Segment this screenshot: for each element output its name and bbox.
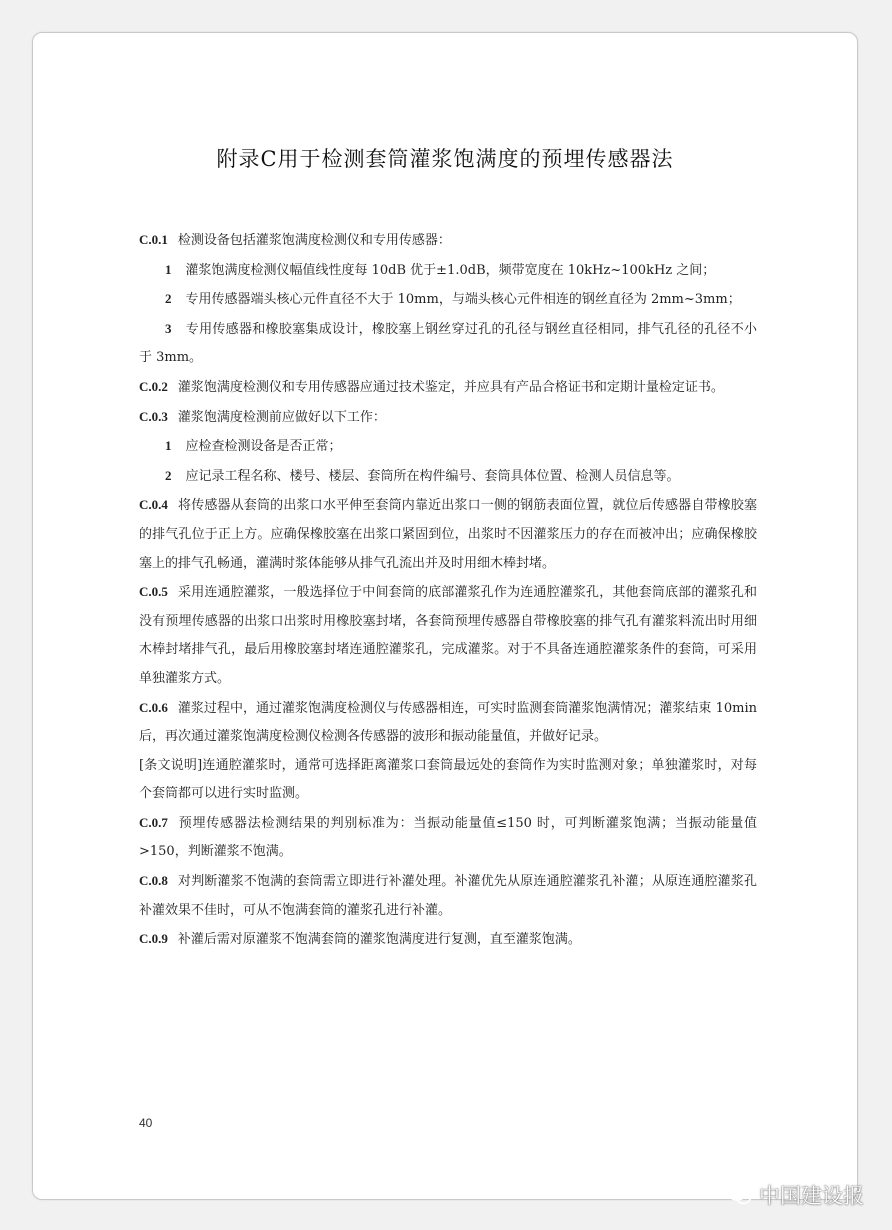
paragraph-text: [条文说明]连通腔灌浆时，通常可选择距离灌浆口套筒最远处的套筒作为实时监测对象；单独灌浆时，对每个套筒都可以进行实时监测。 [139, 757, 757, 802]
page-number: 40 [139, 1116, 153, 1130]
paragraph-text: 将传感器从套筒的出浆口水平伸至套筒内靠近出浆口一侧的钢筋表面位置，就位后传感器自带橡胶塞的排气孔位于正上方。应确保橡胶塞在出浆口紧固到位，出浆时不因灌浆压力的存在而被冲出；应确保橡胶塞上的排气孔畅通，灌满时浆体能够从排气孔流出并及时用细木棒封堵。 [139, 498, 757, 571]
paragraph-text: 专用传感器端头核心元件直径不大于 10mm，与端头核心元件相连的钢丝直径为 2mm~3mm； [185, 292, 741, 308]
paragraph-text: 对判断灌浆不饱满的套筒需立即进行补灌处理。补灌优先从原连通腔灌浆孔补灌；从原连通腔灌浆孔补灌效果不佳时，可从不饱满套筒的灌浆孔进行补灌。 [139, 874, 757, 918]
clause-paragraph [139, 694, 757, 752]
clause-number: C.0.6 [139, 699, 168, 715]
clause-number: C.0.3 [139, 408, 168, 424]
item-number: 3 [165, 320, 172, 336]
watermark-text: 中国建设报 [759, 1184, 864, 1208]
clause-number: C.0.8 [139, 873, 168, 889]
list-item [139, 256, 757, 286]
clause-paragraph [139, 925, 757, 955]
clause-paragraph [139, 373, 757, 403]
clause-number: C.0.4 [139, 497, 168, 513]
wechat-icon [727, 1184, 753, 1206]
clause-number: C.0.2 [139, 378, 168, 394]
list-item [139, 432, 757, 462]
paragraph-text: 采用连通腔灌浆，一般选择位于中间套筒的底部灌浆孔作为连通腔灌浆孔，其他套筒底部的灌浆孔和没有预埋传感器的出浆口出浆时用橡胶塞封堵，各套筒预埋传感器自带橡胶塞的排气孔有灌浆料流出时用细木棒封堵排气孔，最后用橡胶塞封堵连通腔灌浆孔，完成灌浆。对于不具备连通腔灌浆条件的套筒，可采用单独灌浆方式。 [139, 585, 757, 686]
note-paragraph [139, 752, 757, 809]
paragraph-text: 灌浆过程中，通过灌浆饱满度检测仪与传感器相连，可实时监测套筒灌浆饱满情况；灌浆结束 10min 后，再次通过灌浆饱满度检测仪检测各传感器的波形和振动能量值，并做好记录。 [139, 700, 757, 745]
paragraph-text: 灌浆饱满度检测前应做好以下工作： [177, 409, 386, 425]
clause-paragraph [139, 809, 757, 867]
paragraph-text: 应检查检测设备是否正常； [185, 439, 342, 455]
paragraph-text: 应记录工程名称、楼号、楼层、套筒所在构件编号、套筒具体位置、检测人员信息等。 [185, 468, 680, 484]
document-page [32, 32, 858, 1200]
page-title: 附录C用于检测套筒灌浆饱满度的预埋传感器法 [216, 147, 674, 171]
list-item [139, 285, 757, 315]
paragraph-text: 灌浆饱满度检测仪幅值线性度每 10dB 优于±1.0dB，频带宽度在 10kHz~100kHz 之间； [185, 262, 716, 278]
clause-number: C.0.7 [139, 814, 168, 830]
paragraph-text: 补灌后需对原灌浆不饱满套筒的灌浆饱满度进行复测，直至灌浆饱满。 [177, 932, 581, 948]
clause-paragraph [139, 403, 757, 433]
document-body [139, 226, 757, 955]
watermark [727, 1180, 864, 1210]
clause-paragraph [139, 491, 757, 578]
item-number: 1 [165, 438, 172, 454]
paragraph-text: 灌浆饱满度检测仪和专用传感器应通过技术鉴定，并应具有产品合格证书和定期计量检定证书。 [177, 379, 724, 395]
clause-number: C.0.1 [139, 232, 168, 247]
paragraph-text: 检测设备包括灌浆饱满度检测仪和专用传感器： [177, 233, 451, 248]
clause-paragraph [139, 578, 757, 693]
item-number: 2 [165, 291, 172, 307]
item-number: 1 [165, 261, 172, 277]
paragraph-text: 预埋传感器法检测结果的判别标准为：当振动能量值≤150 时，可判断灌浆饱满；当振动能量值>150，判断灌浆不饱满。 [139, 815, 757, 860]
clause-paragraph [139, 226, 757, 256]
item-number: 2 [165, 467, 172, 483]
list-item [139, 462, 757, 492]
list-item [139, 315, 757, 373]
clause-number: C.0.5 [139, 584, 168, 600]
paragraph-text: 专用传感器和橡胶塞集成设计，橡胶塞上钢丝穿过孔的孔径与钢丝直径相同，排气孔径的孔径不小于 3mm。 [139, 321, 757, 366]
clause-paragraph [139, 867, 757, 925]
clause-number: C.0.9 [139, 931, 168, 947]
